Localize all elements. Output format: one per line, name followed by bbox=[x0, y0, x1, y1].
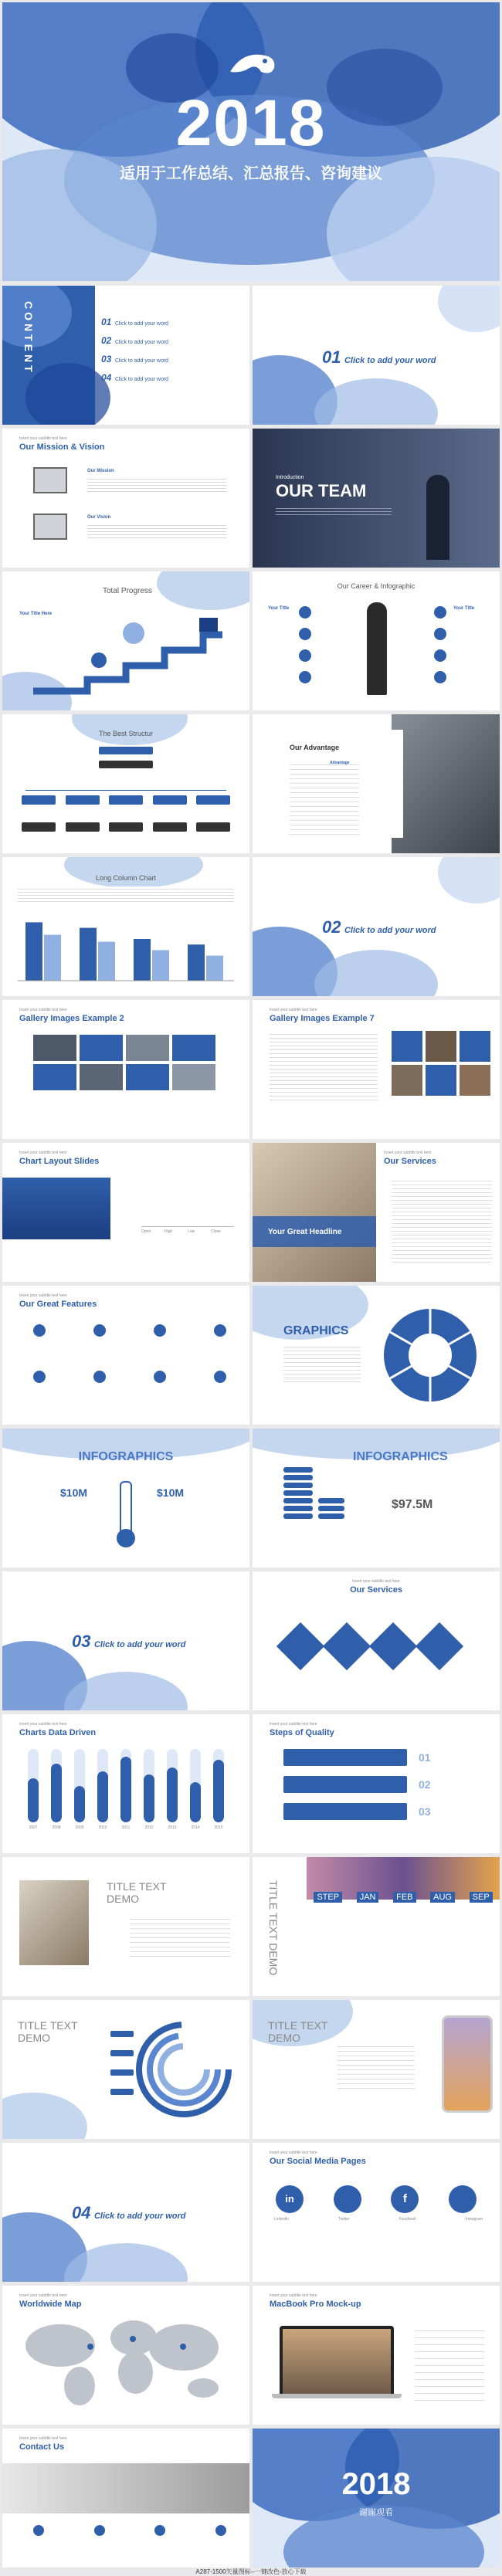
macbook-slide: Insert your subtitle text here MacBook Pro Mock-up bbox=[253, 2286, 500, 2425]
cycle-diagram bbox=[376, 1301, 484, 1409]
column-chart-slide bbox=[2, 857, 249, 996]
slide-title: Contact Us bbox=[19, 2442, 65, 2452]
slide-title: Our Services bbox=[350, 1585, 402, 1595]
graphics-slide bbox=[253, 1286, 500, 1425]
businessman-silhouette bbox=[367, 602, 387, 695]
title-demo-slide: TITLE TEXT DEMO bbox=[2, 1857, 249, 1996]
gallery-image[interactable] bbox=[126, 1035, 169, 1061]
year-label: 2012 bbox=[144, 1825, 154, 1830]
progress-column bbox=[165, 1749, 180, 1842]
contact-slide: Insert your subtitle text here Contact Us bbox=[2, 2429, 249, 2568]
gallery-image[interactable] bbox=[80, 1035, 123, 1061]
macbook-mockup bbox=[280, 2326, 394, 2398]
slide-title: Gallery Images Example 2 bbox=[19, 1014, 124, 1023]
slide-title: GRAPHICS bbox=[283, 1324, 349, 1337]
contents-slide bbox=[2, 286, 249, 425]
slide-title: Our Social Media Pages bbox=[270, 2157, 366, 2166]
section-number: 04 bbox=[72, 2203, 91, 2222]
year-label: 2010 bbox=[98, 1825, 107, 1830]
year-label: 2015 bbox=[214, 1825, 223, 1830]
slide-title: Steps of Quality bbox=[270, 1728, 334, 1737]
laptop-image bbox=[33, 467, 67, 493]
progress-column bbox=[211, 1749, 226, 1842]
calendar-slide: TITLE TEXT DEMO STEP JAN FEB AUG SEP bbox=[253, 1857, 500, 1996]
footer-text: A287-1500矢量图标--一键改色-放心下载 bbox=[195, 2568, 307, 2575]
structure-slide bbox=[2, 714, 249, 853]
progress-column bbox=[118, 1749, 134, 1842]
year-label: 2014 bbox=[191, 1825, 200, 1830]
gallery2-slide: Insert your subtitle text here Gallery Images Example 2 bbox=[2, 1000, 249, 1139]
slide-title: OUR TEAM bbox=[276, 481, 367, 500]
chart-bar bbox=[188, 944, 205, 981]
slide-title: Our Advantage bbox=[290, 744, 340, 751]
progress-slide: Total Progress Your Title Here bbox=[2, 571, 249, 710]
services2-slide: Insert your subtitle text here Our Services bbox=[253, 1571, 500, 1710]
instagram-icon[interactable] bbox=[449, 2185, 477, 2213]
slide-title: The Best Structur bbox=[98, 730, 154, 737]
progress-stairs bbox=[25, 618, 234, 703]
slide-title: Worldwide Map bbox=[19, 2300, 82, 2309]
phone-mockup bbox=[442, 2015, 493, 2113]
hero-slide bbox=[2, 2, 500, 281]
slide-title: Our Services bbox=[384, 1157, 436, 1166]
features-slide: Insert your subtitle text here Our Great Features bbox=[2, 1286, 249, 1425]
laptop-image bbox=[33, 514, 67, 540]
year-label: 2008 bbox=[52, 1825, 61, 1830]
gallery-image[interactable] bbox=[172, 1035, 215, 1061]
hero-subtitle: 适用于工作总结、汇总报告、咨询建议 bbox=[120, 165, 382, 182]
contents-item[interactable]: 04 Click to add your word bbox=[101, 372, 169, 383]
slide-title: Long Column Chart bbox=[95, 874, 157, 882]
chart-bar bbox=[134, 939, 151, 981]
hero-year: 2018 bbox=[175, 86, 327, 159]
career-slide: Our Career & Infographic Your Title Your Title bbox=[253, 571, 500, 710]
social-slide: Insert your subtitle text here Our Social Media Pages in f LinkedIn Twitter Facebook Instagram bbox=[253, 2143, 500, 2282]
person-silhouette bbox=[426, 475, 449, 560]
keyboard-photo bbox=[2, 2463, 249, 2513]
section-number: 03 bbox=[72, 1632, 91, 1651]
slide-title: Our Great Features bbox=[19, 1300, 97, 1309]
year-label: 2007 bbox=[29, 1825, 38, 1830]
gallery7-slide: Insert your subtitle text here Gallery Images Example 7 bbox=[253, 1000, 500, 1139]
slide-title: MacBook Pro Mock-up bbox=[270, 2300, 361, 2309]
charts-driven-slide: Insert your subtitle text here Charts Data Driven 2007 2008 2009 2010 2011 2012 2013 2014 2015 bbox=[2, 1714, 249, 1853]
chart-bar bbox=[152, 950, 169, 981]
section-04-slide bbox=[2, 2143, 249, 2282]
map-slide: Insert your subtitle text here Worldwide Map bbox=[2, 2286, 249, 2425]
slide-title: Charts Data Driven bbox=[19, 1728, 97, 1737]
chart-bar bbox=[80, 928, 97, 981]
chart-bar bbox=[98, 942, 115, 981]
title-circle-slide: TITLE TEXT DEMO bbox=[2, 2000, 249, 2139]
slide-title: Our Mission & Vision bbox=[19, 442, 105, 452]
section-01-slide bbox=[253, 286, 500, 425]
chameleon-logo-icon bbox=[226, 49, 280, 80]
column-chart bbox=[18, 911, 234, 988]
contents-item[interactable]: 01 Click to add your word bbox=[101, 317, 169, 327]
slide-title: INFOGRAPHICS bbox=[353, 1450, 448, 1463]
contents-item[interactable]: 03 Click to add your word bbox=[101, 354, 169, 364]
facebook-icon[interactable]: f bbox=[391, 2185, 419, 2213]
progress-column bbox=[95, 1749, 110, 1842]
linkedin-icon[interactable]: in bbox=[276, 2185, 304, 2213]
section-02-slide bbox=[253, 857, 500, 996]
progress-column bbox=[49, 1749, 64, 1842]
slide-title: Our Career & Infographic bbox=[337, 582, 416, 590]
chart-bar bbox=[25, 922, 42, 981]
laptop-photo bbox=[392, 714, 500, 853]
mission-slide: Insert your subtitle text here Our Mission & Vision Our Mission Our Vision bbox=[2, 429, 249, 568]
progress-column bbox=[25, 1749, 41, 1842]
slide-title: Gallery Images Example 7 bbox=[270, 1014, 375, 1023]
contents-title: CONTENT bbox=[22, 301, 35, 375]
section-label: Click to add your word bbox=[93, 2212, 186, 2221]
section-label: Click to add your word bbox=[93, 1640, 186, 1649]
advantage-slide: Our Advantage Advantage bbox=[253, 714, 500, 853]
progress-column bbox=[72, 1749, 87, 1842]
year-label: 2009 bbox=[75, 1825, 84, 1830]
year-label: 2011 bbox=[121, 1825, 131, 1830]
progress-column bbox=[188, 1749, 203, 1842]
slide-title: Chart Layout Slides bbox=[19, 1157, 100, 1166]
contents-item[interactable]: 02 Click to add your word bbox=[101, 335, 169, 346]
section-label: Click to add your word bbox=[344, 926, 436, 935]
chart-bar bbox=[44, 935, 61, 981]
steps-slide: Insert your subtitle text here Steps of Quality 01 02 03 bbox=[253, 1714, 500, 1853]
vertical-progress-bars bbox=[25, 1749, 226, 1842]
concentric-chart bbox=[134, 2019, 234, 2120]
world-map bbox=[25, 2320, 226, 2405]
services-slide: Your Great Headline Insert your subtitle text here Our Services bbox=[253, 1143, 500, 1282]
infographics2-slide: INFOGRAPHICS $97.5M bbox=[253, 1429, 500, 1568]
infographics1-slide: INFOGRAPHICS $10M $10M bbox=[2, 1429, 249, 1568]
team-slide: Introduction OUR TEAM bbox=[253, 429, 500, 568]
twitter-icon[interactable] bbox=[334, 2185, 361, 2213]
section-number: 02 bbox=[322, 917, 341, 937]
slide-title: Total Progress bbox=[103, 587, 152, 595]
flowers-photo bbox=[19, 1880, 89, 1965]
phone-slide: TITLE TEXT DEMO bbox=[253, 2000, 500, 2139]
section-number: 01 bbox=[322, 347, 341, 367]
end-slide: 2018 谢谢观看 bbox=[253, 2429, 500, 2568]
handshake-photo bbox=[253, 1143, 376, 1282]
ocean-image bbox=[2, 1178, 110, 1239]
progress-column bbox=[141, 1749, 157, 1842]
chart-layout-slide: Insert your subtitle text here Chart Layout Slides Open High Low Close bbox=[2, 1143, 249, 1282]
slide-title: INFOGRAPHICS bbox=[78, 1450, 174, 1463]
section-label: Click to add your word bbox=[344, 356, 436, 365]
gallery-image[interactable] bbox=[33, 1035, 76, 1061]
chart-bar bbox=[206, 956, 223, 981]
section-03-slide bbox=[2, 1571, 249, 1710]
year-label: 2013 bbox=[168, 1825, 177, 1830]
